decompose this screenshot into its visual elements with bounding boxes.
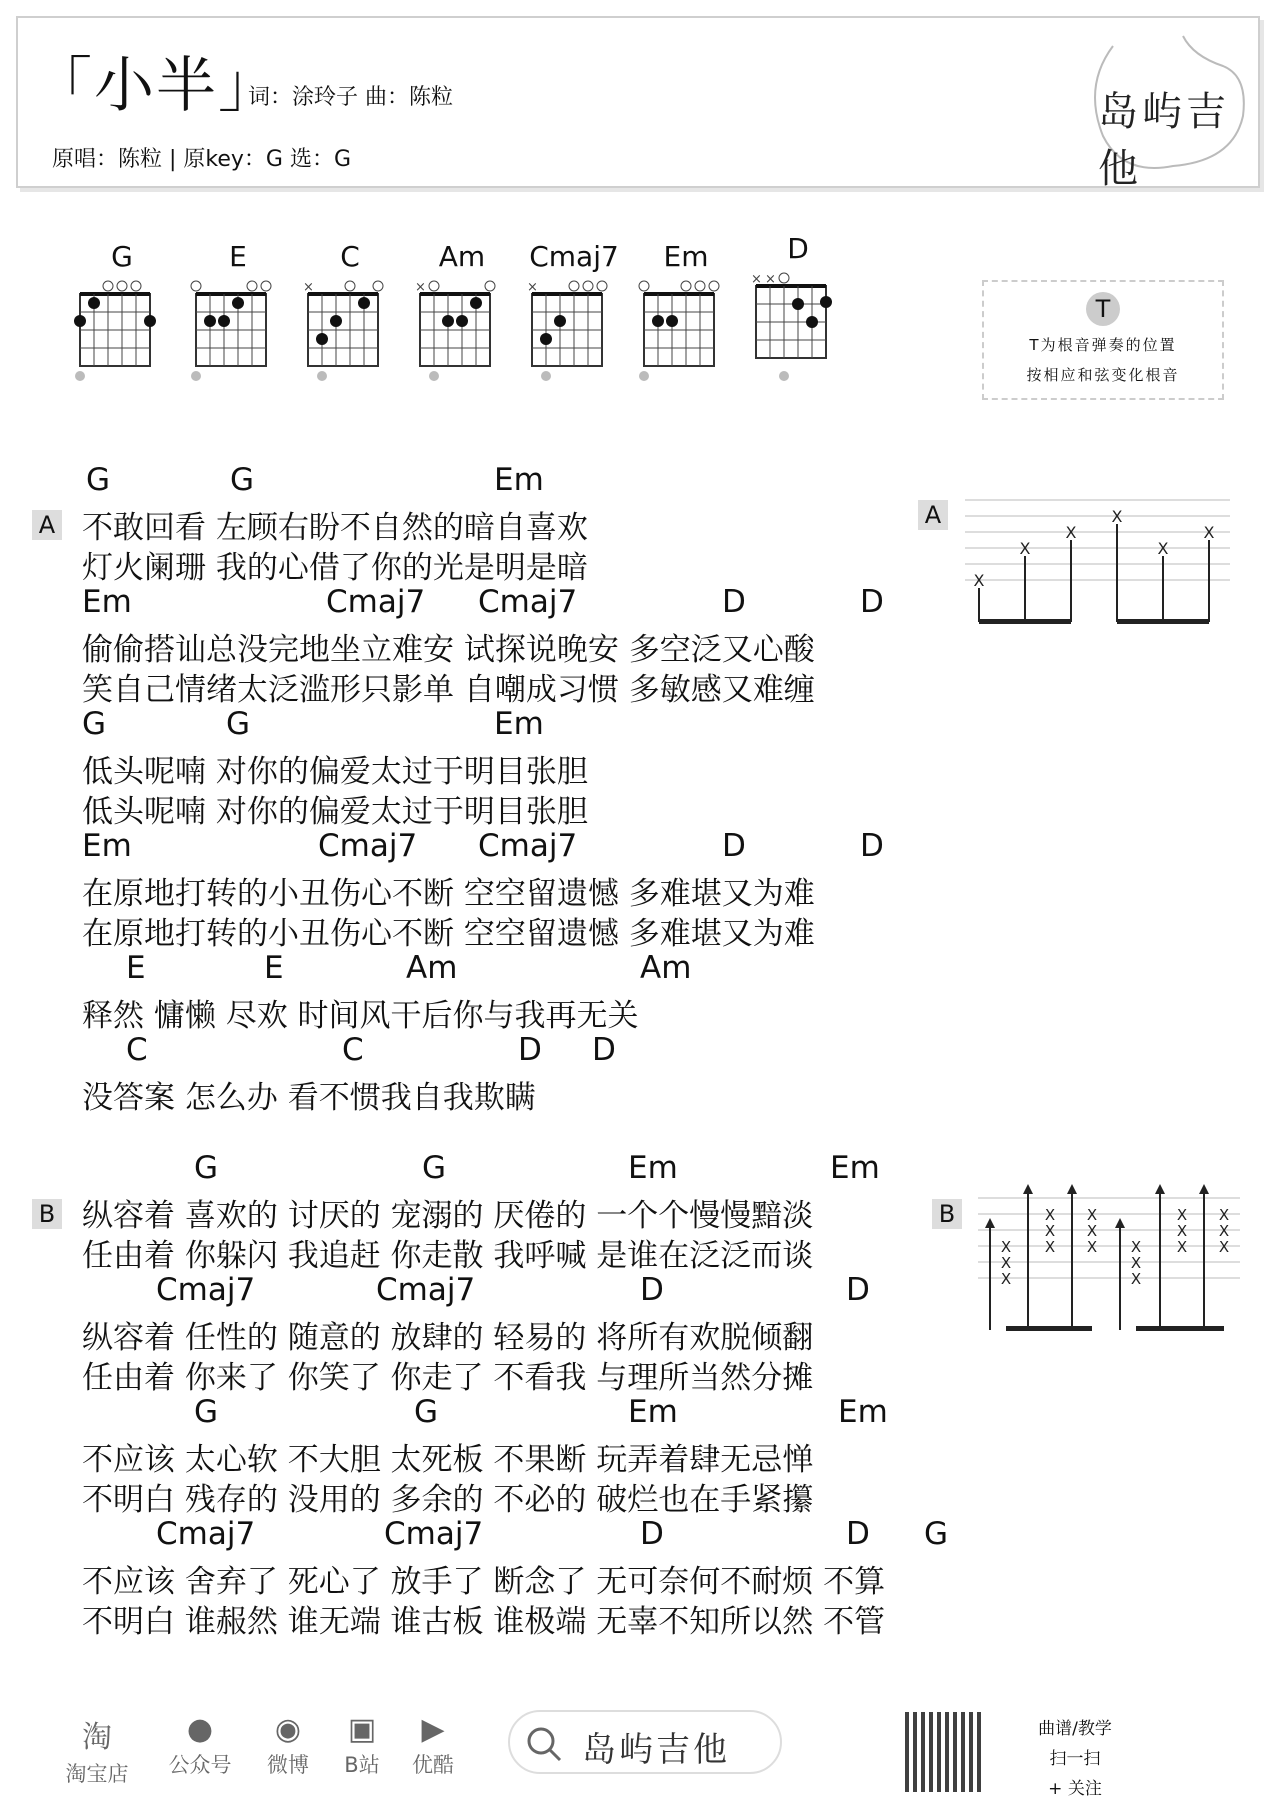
svg-text:X: X	[1000, 1254, 1012, 1272]
chord: Cmaj7	[376, 1272, 476, 1308]
chord: Em	[82, 584, 132, 620]
chord-line	[82, 1032, 982, 1072]
chord: G	[924, 1516, 949, 1552]
lyric-line: 在原地打转的小丑伤心不断 空空留遗憾 多难堪又为难	[82, 876, 815, 912]
chord: G	[422, 1150, 447, 1186]
chord: D	[860, 828, 884, 864]
lyric-line: 在原地打转的小丑伤心不断 空空留遗憾 多难堪又为难	[82, 916, 815, 952]
svg-text:X: X	[1218, 1206, 1230, 1224]
chord: Em	[494, 462, 544, 498]
svg-text:X: X	[1044, 1238, 1056, 1256]
qr-line: + 关注	[1048, 1779, 1102, 1799]
lyric-line: 没答案 怎么办 看不惯我自我欺瞒	[82, 1080, 536, 1116]
taobao-link[interactable]	[62, 1712, 132, 1788]
chord: G	[230, 462, 255, 498]
root-note-legend	[982, 280, 1224, 400]
svg-text:×: ×	[765, 272, 776, 287]
chord-name: C	[340, 240, 360, 273]
lyric-line: 灯火阑珊 我的心借了你的光是明是暗	[82, 550, 588, 586]
svg-text:X: X	[1218, 1222, 1230, 1240]
footer-label: 优酷	[412, 1753, 454, 1777]
lyric-line: 不应该 太心软 不大胆 太死板 不果断 玩弄着肆无忌惮	[82, 1442, 814, 1478]
credits: 词：涂玲子 曲：陈粒	[248, 85, 453, 110]
brand-logo: 岛屿吉他	[1098, 89, 1230, 192]
chord: G	[86, 462, 111, 498]
chord: D	[640, 1516, 664, 1552]
svg-text:X: X	[1086, 1222, 1098, 1240]
search-box[interactable]	[508, 1710, 782, 1774]
chord: D	[640, 1272, 664, 1308]
qr-line: 曲谱/教学	[1038, 1719, 1112, 1739]
lyric-line: 不应该 舍弃了 死心了 放手了 断念了 无可奈何不耐烦 不算	[82, 1564, 886, 1600]
footer	[0, 1700, 1280, 1811]
section-label-b: B	[32, 1199, 62, 1229]
lyric-line: 低头呢喃 对你的偏爱太过于明目张胆	[82, 794, 588, 830]
chord-line	[82, 1150, 982, 1190]
chord: Em	[628, 1394, 678, 1430]
chord: G	[82, 706, 107, 742]
chord: Cmaj7	[156, 1516, 256, 1552]
svg-text:X: X	[1176, 1206, 1188, 1224]
chord-name: Em	[663, 240, 709, 273]
chord-line	[82, 1272, 982, 1312]
wechat-icon: ●	[186, 1712, 214, 1747]
svg-text:X: X	[1019, 539, 1031, 558]
chord-line	[82, 950, 982, 990]
svg-text:×: ×	[415, 280, 426, 295]
chord-name: E	[229, 240, 247, 273]
chord: Cmaj7	[156, 1272, 256, 1308]
svg-text:X: X	[1218, 1238, 1230, 1256]
legend-line: T为根音弹奏的位置	[1029, 336, 1177, 354]
svg-text:X: X	[1086, 1206, 1098, 1224]
youku-link[interactable]	[398, 1712, 468, 1779]
svg-text:X: X	[1086, 1238, 1098, 1256]
root-note-symbol: T	[1086, 292, 1120, 326]
svg-text:X: X	[1065, 523, 1077, 542]
legend-line: 按相应和弦变化根音	[1026, 366, 1180, 384]
chord: Cmaj7	[318, 828, 418, 864]
svg-text:X: X	[1130, 1238, 1142, 1256]
chord-line	[82, 584, 982, 624]
svg-text:X: X	[1157, 539, 1169, 558]
chord: D	[860, 584, 884, 620]
chord: Em	[838, 1394, 888, 1430]
footer-label: 公众号	[168, 1753, 232, 1777]
section-label-a: A	[32, 510, 62, 540]
qr-line: 扫一扫	[1049, 1749, 1101, 1769]
svg-text:X: X	[973, 571, 985, 590]
chord-diagrams	[78, 232, 978, 400]
chord: D	[518, 1032, 542, 1068]
chord-name: G	[111, 240, 133, 273]
footer-label: 淘宝店	[65, 1762, 129, 1786]
svg-text:×: ×	[303, 280, 314, 295]
svg-text:X: X	[1000, 1238, 1012, 1256]
bilibili-icon: ▣	[347, 1712, 377, 1747]
lyric-line: 任由着 你来了 你笑了 你走了 不看我 与理所当然分摊	[82, 1360, 814, 1396]
search-icon	[524, 1724, 564, 1764]
lyric-line: 释然 慵懒 尽欢 时间风干后你与我再无关	[82, 998, 639, 1034]
footer-label: B站	[344, 1753, 380, 1777]
svg-text:X: X	[1130, 1254, 1142, 1272]
chord: Cmaj7	[478, 584, 578, 620]
chord-line	[82, 828, 982, 868]
svg-text:X: X	[1000, 1270, 1012, 1288]
chord: E	[264, 950, 284, 986]
chord: Am	[640, 950, 692, 986]
lyric-line: 纵容着 任性的 随意的 放肆的 轻易的 将所有欢脱倾翻	[82, 1320, 814, 1356]
chord-line	[82, 1394, 982, 1434]
svg-text:X: X	[1044, 1222, 1056, 1240]
chord-name: D	[787, 232, 809, 265]
svg-text:X: X	[1111, 507, 1123, 526]
weibo-link[interactable]	[253, 1712, 323, 1779]
qr-caption	[1020, 1714, 1130, 1804]
chord: Am	[406, 950, 458, 986]
bilibili-link[interactable]	[327, 1712, 397, 1779]
weibo-icon: ◉	[274, 1712, 302, 1747]
chord: C	[342, 1032, 364, 1068]
svg-text:×: ×	[527, 280, 538, 295]
chord-name: Am	[438, 240, 486, 273]
chord-line	[82, 462, 982, 502]
chord-name: Cmaj7	[529, 240, 619, 273]
search-text: 岛屿吉他	[582, 1730, 730, 1770]
wechat-link[interactable]	[165, 1712, 235, 1779]
strum-pattern-a	[965, 492, 1235, 632]
chord: D	[846, 1516, 870, 1552]
lyric-line: 笑自己情绪太泛滥形只影单 自嘲成习惯 多敏感又难缠	[82, 672, 815, 708]
chord: D	[846, 1272, 870, 1308]
chord: E	[126, 950, 146, 986]
rhythm-label-a: A	[918, 500, 948, 530]
lyric-line: 不敢回看 左顾右盼不自然的暗自喜欢	[82, 510, 588, 546]
chord: Em	[628, 1150, 678, 1186]
svg-text:X: X	[1130, 1270, 1142, 1288]
strum-pattern-b	[978, 1180, 1243, 1340]
chord: Em	[494, 706, 544, 742]
taobao-icon: 淘	[82, 1720, 112, 1755]
chord: Cmaj7	[326, 584, 426, 620]
chord: C	[126, 1032, 148, 1068]
chord: Cmaj7	[478, 828, 578, 864]
svg-text:X: X	[1176, 1222, 1188, 1240]
lyric-line: 不明白 谁赧然 谁无端 谁古板 谁极端 无辜不知所以然 不管	[82, 1604, 886, 1640]
svg-text:X: X	[1176, 1238, 1188, 1256]
footer-label: 微博	[267, 1753, 309, 1777]
lyric-line: 不明白 残存的 没用的 多余的 不必的 破烂也在手紧攥	[82, 1482, 814, 1518]
rhythm-label-b: B	[932, 1199, 962, 1229]
chord: G	[414, 1394, 439, 1430]
chord: Em	[82, 828, 132, 864]
lyric-line: 偷偷搭讪总没完地坐立难安 试探说晚安 多空泛又心酸	[82, 632, 815, 668]
chord-line	[82, 706, 982, 746]
svg-text:X: X	[1203, 523, 1215, 542]
header-card	[16, 16, 1260, 192]
original-info: 原唱：陈粒 | 原key：G 选：G	[52, 147, 351, 172]
song-title: 「小半」	[32, 51, 280, 121]
lyric-line: 纵容着 喜欢的 讨厌的 宠溺的 厌倦的 一个个慢慢黯淡	[82, 1198, 814, 1234]
chord: G	[226, 706, 251, 742]
chord: D	[722, 828, 746, 864]
chord: D	[592, 1032, 616, 1068]
chord-line	[82, 1516, 982, 1556]
qr-code	[905, 1712, 985, 1792]
chord: G	[194, 1394, 219, 1430]
chord: Em	[830, 1150, 880, 1186]
chord: D	[722, 584, 746, 620]
chord: Cmaj7	[384, 1516, 484, 1552]
lyric-line: 任由着 你躲闪 我追赶 你走散 我呼喊 是谁在泛泛而谈	[82, 1238, 814, 1274]
svg-text:X: X	[1044, 1206, 1056, 1224]
svg-text:×: ×	[751, 272, 762, 287]
chord: G	[194, 1150, 219, 1186]
youku-icon: ▶	[421, 1712, 445, 1747]
lyric-line: 低头呢喃 对你的偏爱太过于明目张胆	[82, 754, 588, 790]
